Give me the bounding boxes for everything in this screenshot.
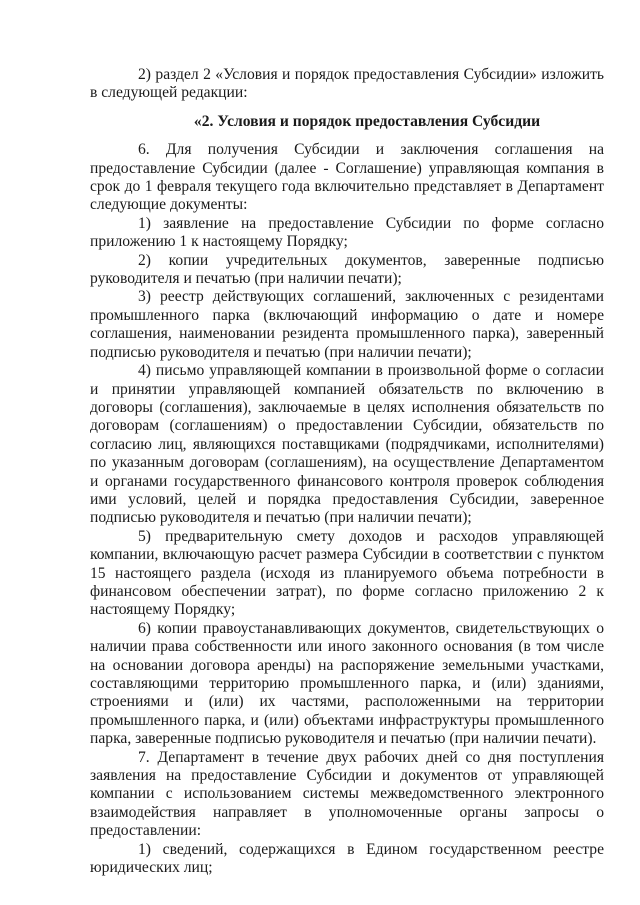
list-item-4: 4) письмо управляющей компании в произвольной форме о согласии и принятии управляющей компанией обязательств по включению в договоры (соглашения), заключаемые в целях исполнения обязательств по договорам (соглашениям) о предоставлении Субсидии, обязательств по согласию лиц, являющихся поставщиками (подрядчиками, исполнителями) по указанным договорам (соглашениям), на осуществление Департаментом и органами государственного финансового контроля проверок соблюдения ими условий, целей и порядка предоставления Субсидии, заверенное подписью руководителя и печатью (при наличии печати); xyxy=(90,362,604,527)
list-item-3: 3) реестр действующих соглашений, заключенных с резидентами промышленного парка (включающий информацию о дате и номере соглашения, наименовании резидента промышленного парка), заверенный подписью руководителя и печатью (при наличии печати); xyxy=(90,288,604,361)
list-item-5: 5) предварительную смету доходов и расходов управляющей компании, включающую расчет размера Субсидии в соответствии с пунктом 15 настоящего раздела (исходя из планируемого объема потребности в финансовом обеспечении затрат), по форме согласно приложению 2 к настоящему Порядку; xyxy=(90,527,604,619)
list-item-1: 1) заявление на предоставление Субсидии по форме согласно приложению 1 к настоящему Порядку; xyxy=(90,214,604,251)
document-page xyxy=(90,66,604,877)
paragraph-6: 6. Для получения Субсидии и заключения соглашения на предоставление Субсидии (далее - Соглашение) управляющая компания в срок до 1 февраля текущего года включительно представляет в Департамент следующие документы: xyxy=(90,141,604,214)
list-item-6: 6) копии правоустанавливающих документов, свидетельствующих о наличии права собственности или иного законного основания (в том числе на основании договора аренды) на распоряжение земельными участками, составляющими территорию промышленного парка, и (или) зданиями, строениями и (или) их частями, расположенными на территории промышленного парка, и (или) объектами инфраструктуры промышленного парка, заверенные подписью руководителя и печатью (при наличии печати). xyxy=(90,619,604,748)
section-heading: «2. Условия и порядок предоставления Субсидии xyxy=(193,112,541,130)
list-item-2: 2) копии учредительных документов, заверенные подписью руководителя и печатью (при наличии печати); xyxy=(90,251,604,288)
request-item-1: 1) сведений, содержащихся в Едином государственном реестре юридических лиц; xyxy=(90,840,604,877)
intro-paragraph: 2) раздел 2 «Условия и порядок предоставления Субсидии» изложить в следующей редакции: xyxy=(90,66,604,102)
paragraph-7: 7. Департамент в течение двух рабочих дней со дня поступления заявления на предоставление Субсидии и документов от управляющей компании с использованием системы межведомственного электронного взаимодействия направляет в уполномоченные органы запросы о предоставлении: xyxy=(90,748,604,840)
